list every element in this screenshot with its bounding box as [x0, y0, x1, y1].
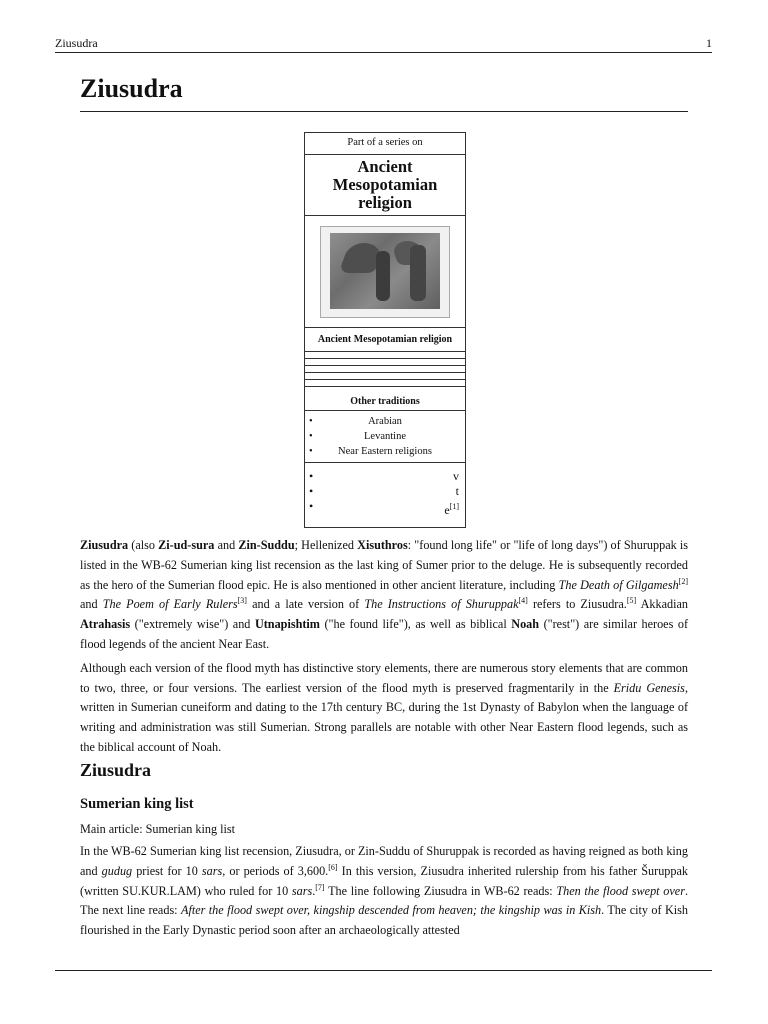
- text-run: (also: [128, 538, 159, 552]
- infobox-heading-religion: Ancient Mesopotamian religion: [305, 328, 465, 352]
- king-list-paragraph: [80, 842, 688, 941]
- king-list-text: [80, 842, 688, 945]
- reference-mark[interactable]: [2]: [678, 576, 688, 586]
- reference-mark[interactable]: [4]: [518, 596, 528, 606]
- subsection-heading: Sumerian king list: [80, 796, 194, 812]
- god-figure: [410, 245, 426, 301]
- term-bold: Xisuthros: [357, 538, 408, 552]
- navbar-talk-link[interactable]: [305, 484, 465, 499]
- bullet: •: [309, 416, 313, 427]
- infobox-empty-row: [305, 373, 465, 380]
- running-title: Ziusudra: [55, 36, 98, 50]
- section-heading: Ziusudra: [80, 760, 152, 780]
- text-run: Akkadian: [636, 597, 688, 612]
- infobox-empty-row: [305, 380, 465, 387]
- list-item[interactable]: [305, 429, 465, 444]
- reference-mark[interactable]: [1]: [449, 502, 459, 511]
- navbar: [305, 463, 465, 517]
- text-run: priest for 10: [132, 863, 202, 878]
- navbar-edit-link[interactable]: [305, 499, 465, 517]
- infobox-heading-traditions: Other traditions: [305, 387, 465, 411]
- page-title: Ziusudra: [80, 74, 183, 103]
- navbar-label[interactable]: t: [455, 484, 459, 498]
- text-run: : "found long life" or "life of long days") of Shuruppak is listed in the WB-62 Sumerian king list recension as the last king of Sumer prior to the deluge. He is subsequently recorded as the hero of the Sumerian flood epic. He is also mentioned in other ancient literature, including: [80, 538, 689, 592]
- running-header: [55, 36, 712, 53]
- term-bold: Noah: [511, 617, 540, 632]
- infobox: [304, 132, 466, 528]
- bullet: •: [309, 446, 313, 457]
- list-item[interactable]: [305, 444, 465, 459]
- text-run: refers to Ziusudra.: [527, 597, 627, 612]
- title-italic: The Instructions of Shuruppak: [364, 597, 519, 612]
- tradition-label[interactable]: Near Eastern religions: [338, 446, 432, 457]
- intro-text: [80, 536, 688, 762]
- page-number: 1: [706, 36, 712, 50]
- footer-divider: [55, 970, 712, 971]
- relief-stone: [330, 233, 440, 309]
- infobox-image-cell: [305, 216, 465, 328]
- intro-paragraph-2: [80, 659, 688, 758]
- bullet: •: [309, 484, 314, 498]
- main-article-note[interactable]: Main article: Sumerian king list: [80, 822, 236, 836]
- term-bold: Utnapishtim: [254, 617, 320, 632]
- relief-image[interactable]: [320, 226, 450, 318]
- bullet: •: [309, 431, 313, 442]
- tradition-label[interactable]: Levantine: [364, 431, 406, 442]
- text-run: and: [80, 597, 103, 612]
- text-run: ; Hellenized: [294, 538, 358, 552]
- text-run: In this version, Ziusudra inherited rulership from his father Šuruppak (written SU.KUR.LAM) who ruled for 10: [80, 863, 688, 898]
- text-run: ("rest") are similar heroes of flood legends of the ancient Near East.: [80, 617, 689, 651]
- title-italic: The Poem of Early Rulers: [102, 597, 238, 612]
- text-run: . The next line reads:: [80, 883, 688, 918]
- infobox-empty-row: [305, 366, 465, 373]
- text-run: Although each version of the flood myth has distinctive story elements, there are numerous story elements that are common to two, three, or four versions. The earliest version of the flood myth is preserved fragmentarily in the: [80, 660, 688, 695]
- title-italic: The Death of Gilgamesh: [558, 577, 679, 592]
- infobox-empty-row: [305, 359, 465, 366]
- bullet: •: [309, 469, 314, 483]
- reference-mark[interactable]: [5]: [626, 596, 637, 606]
- text-run: The line following Ziusudra in WB-62 reads:: [324, 883, 557, 898]
- title-divider: [80, 111, 688, 112]
- navbar-view-link[interactable]: [305, 469, 465, 484]
- term-bold: Zi-ud-sura: [158, 538, 215, 552]
- quote-italic: Then the flood swept over: [556, 883, 685, 898]
- text-run: ("he found life"), as well as biblical: [319, 617, 512, 632]
- infobox-series-label: Part of a series on: [305, 133, 465, 155]
- infobox-title: Ancient Mesopotamian religion: [305, 155, 465, 216]
- term-italic: gudug: [101, 863, 133, 878]
- text-run: and: [214, 538, 239, 552]
- quote-italic: After the flood swept over, kingship descended from heaven; the kingship was in Kish: [181, 903, 602, 918]
- term-italic: sars: [291, 883, 313, 898]
- text-run: , or periods of 3,600.: [222, 863, 329, 878]
- term-bold: Ziusudra: [80, 538, 129, 552]
- text-run: . The city of Kish flourished in the Early Dynastic period soon after an archaeologically attested: [80, 903, 688, 938]
- term-bold: Atrahasis: [80, 617, 131, 632]
- bullet: •: [309, 499, 314, 513]
- traditions-list: [305, 411, 465, 463]
- text-run: ("extremely wise") and: [130, 617, 255, 632]
- demon-figure: [376, 251, 390, 301]
- navbar-label[interactable]: v: [453, 469, 459, 483]
- text-run: .: [312, 883, 316, 898]
- text-run: In the WB-62 Sumerian king list recension, Ziusudra, or Zin-Suddu of Shuruppak is recorded as having reigned as both king and: [80, 844, 688, 878]
- navbar-label[interactable]: e: [444, 503, 450, 517]
- text-run: and a late version of: [246, 597, 365, 612]
- reference-mark[interactable]: [7]: [315, 882, 325, 892]
- title-italic: Eridu Genesis: [613, 680, 685, 695]
- term-bold: Zin-Suddu: [238, 538, 295, 552]
- term-italic: sars: [201, 863, 223, 878]
- text-run: , written in Sumerian cuneiform and dating to the 17th century BC, during the 1st Dynasty of Babylon when the language of writing and administration was still Sumerian. Strong parallels are notable with other Near Eastern flood legends, such as the biblical account of Noah.: [80, 680, 688, 754]
- intro-paragraph-1: [80, 536, 688, 655]
- infobox-empty-row: [305, 352, 465, 359]
- reference-mark[interactable]: [3]: [237, 596, 247, 606]
- tradition-label[interactable]: Arabian: [368, 416, 402, 427]
- list-item[interactable]: [305, 414, 465, 429]
- reference-mark[interactable]: [6]: [328, 862, 338, 872]
